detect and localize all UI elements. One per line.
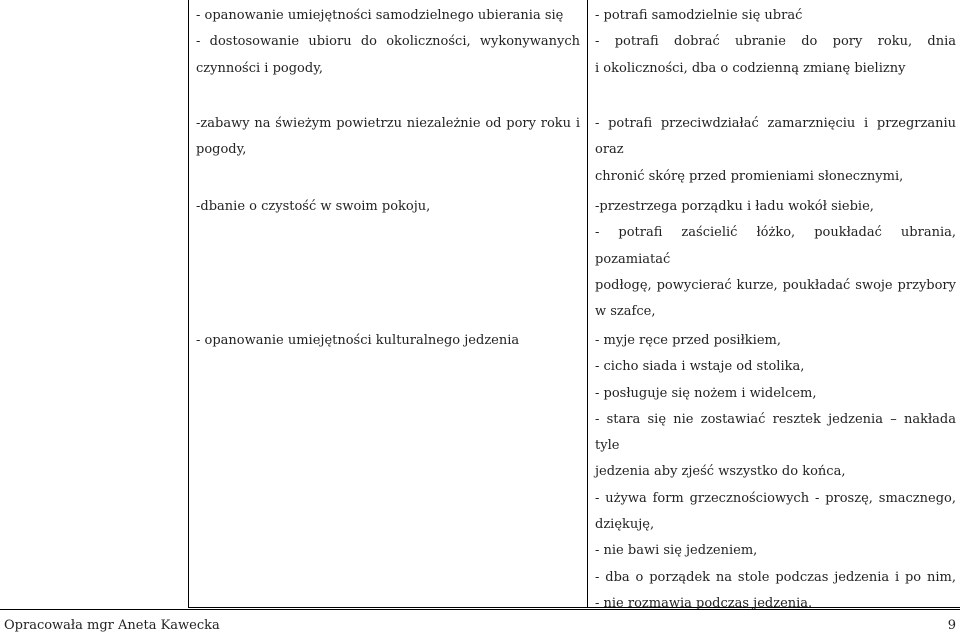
text-line: - posługuje się nożem i widelcem, — [595, 385, 817, 401]
text-line: w szafce, — [595, 304, 656, 320]
text-line: -przestrzega porządku i ładu wokół siebie, — [595, 199, 874, 214]
text-line: dziękuję, — [595, 517, 655, 533]
text-line: - nie bawi się jedzeniem, — [595, 543, 758, 559]
row-3-right-cell — [595, 194, 956, 325]
text-line: - potrafi dobrać ubranie do pory roku, dnia — [595, 34, 956, 50]
text-line: pogody, — [196, 142, 247, 158]
footer-author: Opracowała mgr Aneta Kawecka — [4, 618, 220, 633]
row-3-left-cell — [196, 194, 580, 220]
row-2-left-cell — [196, 111, 580, 164]
page-footer — [0, 609, 960, 638]
row-1-right-cell — [595, 3, 956, 82]
text-line: jedzenia aby zjeść wszystko do końca, — [595, 464, 846, 480]
text-line: - dba o porządek na stole podczas jedzenia i po nim, — [595, 569, 956, 585]
text-line: - stara się nie zostawiać resztek jedzenia – nakłada tyle — [595, 411, 956, 454]
text-line: - opanowanie umiejętności kulturalnego jedzenia — [196, 333, 520, 348]
text-line: -dbanie o czystość w swoim pokoju, — [196, 199, 431, 214]
text-line: - nie rozmawia podczas jedzenia. — [595, 595, 813, 611]
row-4-right-cell — [595, 328, 956, 617]
text-line: - potrafi zaścielić łóżko, poukładać ubrania, pozamiatać — [595, 225, 956, 267]
column-divider — [587, 0, 588, 607]
text-line: chronić skórę przed promieniami słonecznymi, — [595, 168, 904, 184]
text-line: - cicho siada i wstaje od stolika, — [595, 359, 805, 375]
row-4-left-cell — [196, 328, 580, 354]
text-line: - myje ręce przed posiłkiem, — [595, 333, 781, 348]
text-line: podłogę, powycierać kurze, poukładać swoje przybory — [595, 277, 956, 293]
text-line: -zabawy na świeżym powietrzu niezależnie od pory roku i — [196, 116, 580, 131]
text-line: - potrafi przeciwdziałać zamarznięciu i przegrzaniu oraz — [595, 116, 956, 158]
text-line: czynności i pogody, — [196, 60, 323, 76]
text-line: - potrafi samodzielnie się ubrać — [595, 8, 803, 23]
row-2-right-cell — [595, 111, 956, 190]
row-1-left-cell — [196, 3, 580, 82]
text-line: - używa form grzecznościowych - proszę, smacznego, — [595, 490, 956, 506]
text-line: - opanowanie umiejętności samodzielnego ubierania się — [196, 8, 564, 23]
text-line: i okoliczności, dba o codzienną zmianę bielizny — [595, 60, 906, 76]
text-line: - dostosowanie ubioru do okoliczności, wykonywanych — [196, 34, 580, 50]
page-number: 9 — [947, 618, 956, 633]
